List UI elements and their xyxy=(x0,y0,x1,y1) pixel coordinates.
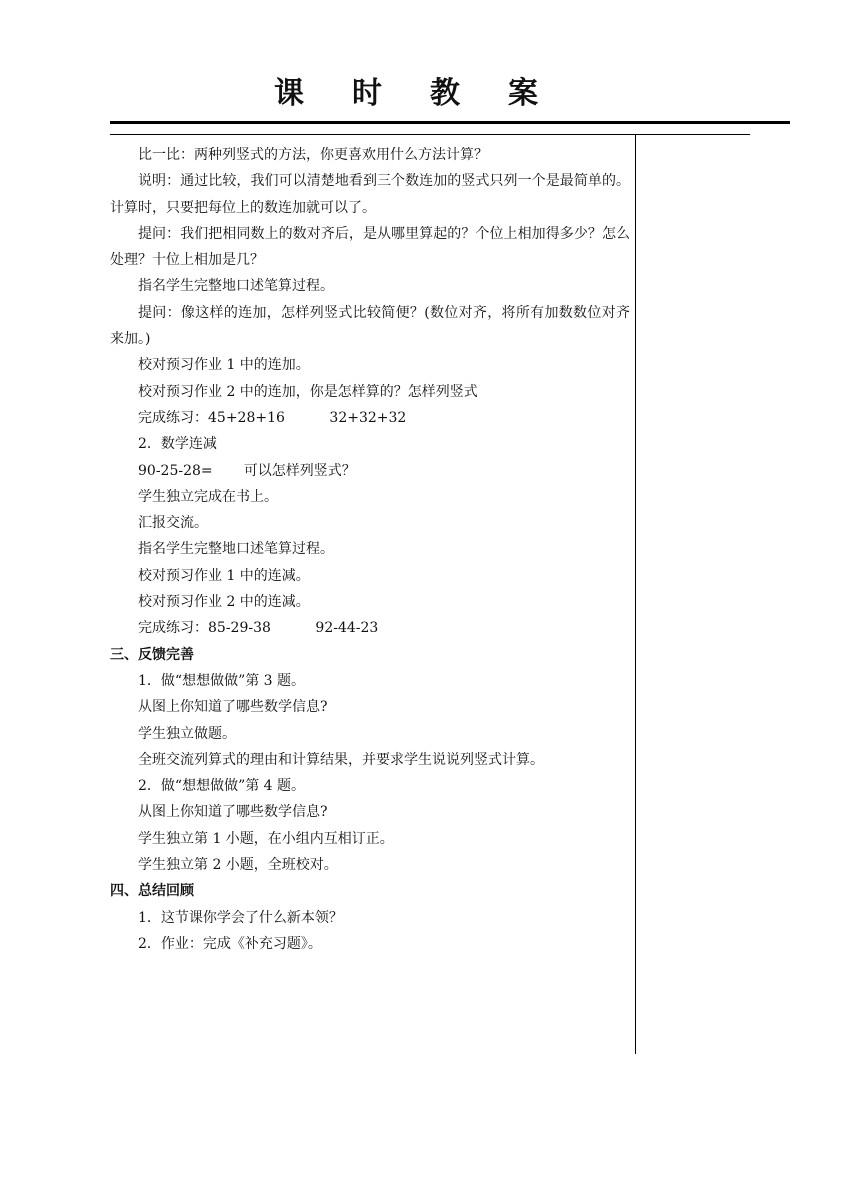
paragraph: 指名学生完整地口述笔算过程。 xyxy=(138,278,334,295)
paragraph: 学生独立第 1 小题，在小组内互相订正。 xyxy=(138,830,394,847)
paragraph: 从图上你知道了哪些数学信息? xyxy=(138,699,328,716)
paragraph: 校对预习作业 1 中的连减。 xyxy=(138,567,310,584)
header-rule-thick xyxy=(110,121,790,124)
paragraph: 提问：像这样的连加，怎样列竖式比较简便？(数位对齐，将所有加数数位对齐来加。) xyxy=(110,304,630,348)
exercise-line: 完成练习：85-29-38 92-44-23 xyxy=(138,620,379,637)
column-divider xyxy=(635,134,636,1054)
paragraph: 校对预习作业 2 中的连减。 xyxy=(138,594,310,611)
paragraph: 学生独立第 2 小题，全班校对。 xyxy=(138,857,338,874)
section-heading: 三、反馈完善 xyxy=(110,646,194,663)
paragraph: 1．这节课你学会了什么新本领？ xyxy=(138,909,343,926)
paragraph: 学生独立完成在书上。 xyxy=(138,488,278,505)
paragraph: 学生独立做题。 xyxy=(138,725,236,742)
paragraph: 全班交流列算式的理由和计算结果，并要求学生说说列竖式计算。 xyxy=(138,751,544,768)
paragraph: 说明：通过比较，我们可以清楚地看到三个数连加的竖式只列一个是最简单的。计算时，只要把每位上的数连加就可以了。 xyxy=(110,173,630,216)
paragraph: 从图上你知道了哪些数学信息? xyxy=(138,804,328,821)
paragraph: 比一比：两种列竖式的方法，你更喜欢用什么方法计算？ xyxy=(138,147,488,163)
page-title: 课时教案 xyxy=(274,76,586,111)
lesson-content xyxy=(110,142,630,957)
paragraph: 2．做“想想做做”第 4 题。 xyxy=(138,778,306,795)
header-rule-thin xyxy=(110,134,750,135)
paragraph: 2．作业：完成《补充习题》。 xyxy=(138,935,322,952)
paragraph: 校对预习作业 2 中的连加，你是怎样算的？怎样列竖式 xyxy=(138,383,478,400)
paragraph: 校对预习作业 1 中的连加。 xyxy=(138,357,310,374)
exercise-line: 完成练习：45+28+16 32+32+32 xyxy=(138,409,407,426)
paragraph: 指名学生完整地口述笔算过程。 xyxy=(138,541,334,558)
paragraph: 汇报交流。 xyxy=(138,515,208,532)
section-heading: 四、总结回顾 xyxy=(110,883,194,900)
paragraph: 提问：我们把相同数上的数对齐后，是从哪里算起的？个位上相加得多少？怎么处理？十位上相加是几？ xyxy=(110,225,630,269)
paragraph: 1．做“想想做做”第 3 题。 xyxy=(138,672,306,689)
paragraph: 2．数学连减 xyxy=(138,436,217,453)
exercise-line: 90-25-28= 可以怎样列竖式？ xyxy=(138,462,356,479)
